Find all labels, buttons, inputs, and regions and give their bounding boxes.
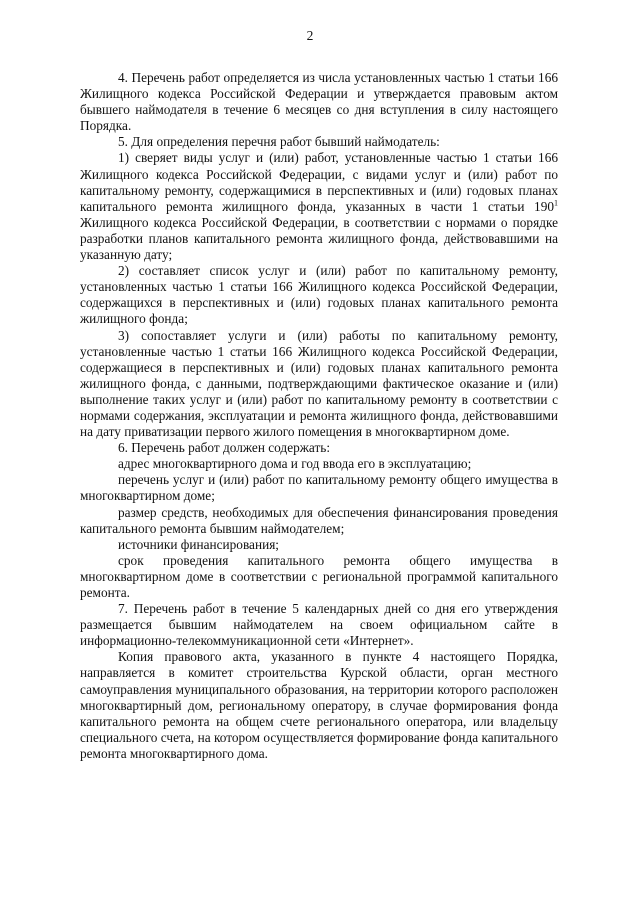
paragraph-subitem-1 — [80, 150, 558, 263]
document-body — [80, 70, 558, 762]
paragraph-list-works: перечень услуг и (или) работ по капитальному ремонту общего имущества в многоквартирном доме; — [80, 472, 558, 504]
paragraph-item-4: 4. Перечень работ определяется из числа установленных частью 1 статьи 166 Жилищного кодекса Российской Федерации и утверждается правовым актом бывшего наймодателя в течение 6 месяцев со дня вступления в силу настоящего Порядка. — [80, 70, 558, 134]
superscript-marker: 1 — [554, 198, 558, 208]
subitem-1-text-end: Жилищного кодекса Российской Федерации, в соответствии с нормами о порядке разработки планов капитального ремонта жилищного фонда, действовавшими на указанную дату; — [80, 214, 558, 263]
paragraph-list-address: адрес многоквартирного дома и год ввода его в эксплуатацию; — [118, 456, 472, 472]
paragraph-item-7: 7. Перечень работ в течение 5 календарных дней со дня его утверждения размещается бывшим наймодателем на своем официальном сайте в информационно-телекоммуникационной сети «Интернет». — [80, 601, 558, 649]
paragraph-list-sources: источники финансирования; — [118, 536, 280, 552]
paragraph-subitem-3: 3) сопоставляет услуги и (или) работы по капитальному ремонту, установленные частью 1 статьи 166 Жилищного кодекса Российской Федерации, содержащиеся в перспективных и (или) годовых планах капитального ремонта жилищного фонда, с данными, подтверждающими фактическое оказание и (или) выполнение таких услуг и (или) работ по капитальному ремонту в соответствии с нормами содержания, эксплуатации и ремонта жилищного фонда, действовавшими на дату приватизации первого жилого помещения в многоквартирном доме. — [80, 327, 558, 440]
paragraph-item-5: 5. Для определения перечня работ бывший наймодатель: — [118, 134, 440, 150]
subitem-1-text-start: 1) сверяет виды услуг и (или) работ, установленные частью 1 статьи 166 Жилищного кодекса Российской Федерации, с видами услуг и (или) работ по капитальному ремонту, содержащимися в перспективных и (или) годовых планах капитального ремонта жилищного фонда, указанных в части 1 статьи 190 — [80, 150, 558, 214]
page-number: 2 — [306, 28, 314, 43]
paragraph-item-6: 6. Перечень работ должен содержать: — [118, 440, 331, 456]
paragraph-list-funds: размер средств, необходимых для обеспечения финансирования проведения капитального ремонта бывшим наймодателем; — [80, 504, 558, 536]
paragraph-subitem-2: 2) составляет список услуг и (или) работ по капитальному ремонту, установленных частью 1 статьи 166 Жилищного кодекса Российской Федерации, содержащихся в перспективных и (или) годовых планах капитального ремонта жилищного фонда; — [80, 263, 558, 327]
paragraph-list-term: срок проведения капитального ремонта общего имущества в многоквартирном доме в соответствии с региональной программой капитального ремонта. — [80, 552, 558, 600]
paragraph-copy-distribution: Копия правового акта, указанного в пункте 4 настоящего Порядка, направляется в комитет строительства Курской области, орган местного самоуправления муниципального образования, на территории которого расположен многоквартирный дом, региональному оператору, в случае формирования фонда капитального ремонта на общем счете регионального оператора, или владельцу специального счета, на котором осуществляется формирование фонда капитального ремонта многоквартирного дома. — [80, 649, 558, 761]
